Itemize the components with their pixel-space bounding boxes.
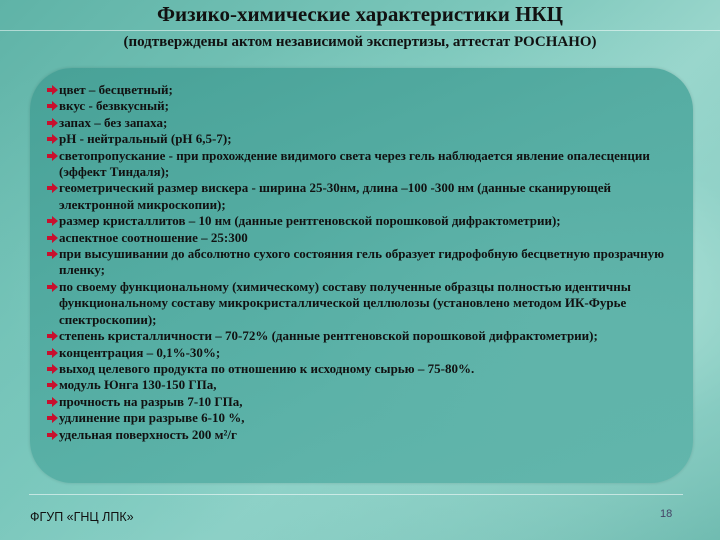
bullet-text: модуль Юнга 130-150 ГПа,	[59, 377, 217, 393]
bullet-text: степень кристалличности – 70-72% (данные рентгеновской порошковой дифрактометрии);	[59, 328, 598, 344]
list-item	[47, 180, 667, 213]
title-divider	[0, 30, 720, 31]
arrow-right-icon	[47, 118, 58, 128]
arrow-right-icon	[47, 282, 58, 292]
list-item	[47, 82, 667, 98]
bullet-text: светопропускание - при прохождение видимого света через гель наблюдается явление опалесценции (эффект Тиндаля);	[59, 147, 650, 180]
bullet-text: концентрация – 0,1%-30%;	[59, 344, 221, 360]
bullet-text: аспектное соотношение – 25:300	[59, 229, 248, 245]
list-item	[47, 148, 667, 181]
bullet-text: удлинение при разрыве 6-10 %,	[59, 410, 245, 426]
arrow-right-icon	[47, 101, 58, 111]
list-item	[47, 394, 667, 410]
arrow-right-icon	[47, 430, 58, 440]
arrow-right-icon	[47, 216, 58, 226]
footer-divider	[29, 494, 683, 495]
list-item	[47, 246, 667, 279]
arrow-right-icon	[47, 85, 58, 95]
list-item	[47, 213, 667, 229]
arrow-right-icon	[47, 151, 58, 161]
bullet-text: выход целевого продукта по отношению к исходному сырью – 75-80%.	[59, 360, 475, 376]
arrow-right-icon	[47, 364, 58, 374]
list-item	[47, 345, 667, 361]
list-item	[47, 361, 667, 377]
arrow-right-icon	[47, 348, 58, 358]
slide-title: Физико-химические характеристики НКЦ	[156, 2, 563, 26]
page-number: 18	[660, 508, 673, 520]
list-item	[47, 230, 667, 246]
list-item	[47, 427, 667, 443]
arrow-right-icon	[47, 233, 58, 243]
bullet-text: удельная поверхность 200 м²/г	[59, 426, 237, 442]
bullet-text: вкус - безвкусный;	[59, 98, 170, 114]
bullet-text: по своему функциональному (химическому) составу полученные образцы полностью идентичны функциональному составу микрокристаллической целлюлозы (установлено методом ИК-Фурье спектроскопии);	[59, 278, 631, 327]
bullet-text: цвет – бесцветный;	[59, 82, 173, 97]
arrow-right-icon	[47, 380, 58, 390]
bullet-text: геометрический размер вискера - ширина 25-30нм, длина –100 -300 нм (данные сканирующей электронной микроскопии);	[59, 180, 611, 212]
arrow-right-icon	[47, 413, 58, 423]
list-item	[47, 328, 667, 344]
list-item	[47, 377, 667, 393]
slide-subtitle: (подтверждены актом независимой экспертизы, аттестат РОСНАНО)	[123, 34, 597, 50]
list-item	[47, 410, 667, 426]
arrow-right-icon	[47, 134, 58, 144]
bullet-text: размер кристаллитов – 10 нм (данные рентгеновской порошковой дифрактометрии);	[59, 213, 561, 229]
arrow-right-icon	[47, 331, 58, 341]
bullet-text: запах – без запаха;	[59, 114, 168, 130]
bullet-list	[47, 82, 667, 443]
arrow-right-icon	[47, 183, 58, 193]
list-item	[47, 98, 667, 114]
list-item	[47, 115, 667, 131]
arrow-right-icon	[47, 397, 58, 407]
list-item	[47, 131, 667, 147]
arrow-right-icon	[47, 249, 58, 259]
list-item	[47, 279, 667, 328]
bullet-text: прочность на разрыв 7-10 ГПа,	[59, 393, 243, 409]
bullet-text: при высушивании до абсолютно сухого состояния гель образует гидрофобную бесцветную прозрачную пленку;	[59, 246, 665, 278]
bullet-text: рН - нейтральный (рН 6,5-7);	[59, 131, 232, 147]
footer-organization: ФГУП «ГНЦ ЛПК»	[30, 510, 134, 524]
